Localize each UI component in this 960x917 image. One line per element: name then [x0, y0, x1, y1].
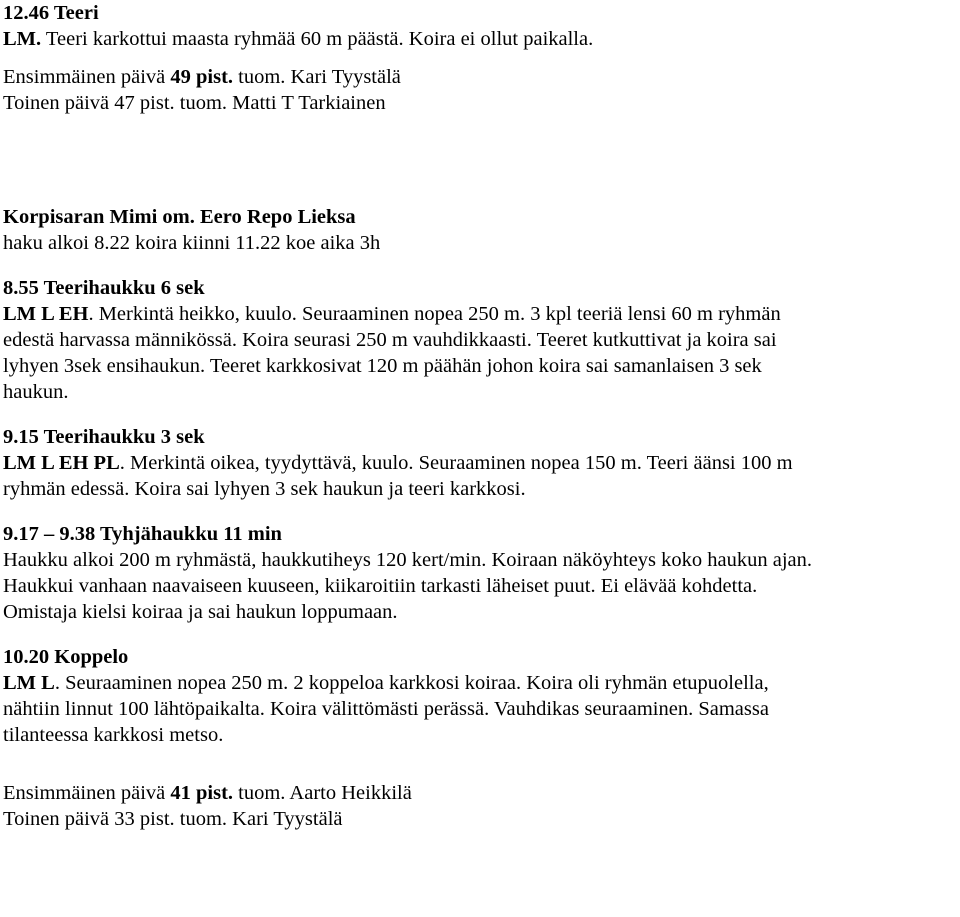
event3-line3: Omistaja kielsi koiraa ja sai haukun loppumaan.	[3, 601, 398, 623]
document-page	[3, 0, 958, 832]
dog-heading	[3, 204, 958, 230]
event-heading	[3, 424, 958, 450]
day1-score-line	[3, 64, 958, 90]
day2-score-line	[3, 90, 958, 116]
event-line	[3, 353, 958, 379]
event1-line2: edestä harvassa männikössä. Koira seurasi 250 m vauhdikkaasti. Teeret kutkuttivat ja koira sai	[3, 329, 777, 351]
day1-judge: tuom. Kari Tyystälä	[233, 66, 401, 88]
event1-heading: 8.55 Teerihaukku 6 sek	[3, 277, 205, 299]
event4-line2: nähtiin linnut 100 lähtöpaikalta. Koira välittömästi perässä. Vauhdikas seuraaminen. Samassa	[3, 698, 769, 720]
event-line	[3, 670, 958, 696]
event3-heading: 9.17 – 9.38 Tyhjähaukku 11 min	[3, 523, 282, 545]
day1-label: Ensimmäinen päivä	[3, 782, 171, 804]
event-line	[3, 476, 958, 502]
event-line	[3, 599, 958, 625]
section-heading	[3, 0, 958, 26]
section-heading-text: 12.46 Teeri	[3, 2, 99, 24]
event1-line4: haukun.	[3, 381, 69, 403]
event4-line3: tilanteessa karkkosi metso.	[3, 724, 224, 746]
start-line-text: haku alkoi 8.22 koira kiinni 11.22 koe aika 3h	[3, 232, 381, 254]
event-line	[3, 722, 958, 748]
event1-text: . Merkintä heikko, kuulo. Seuraaminen nopea 250 m. 3 kpl teeriä lensi 60 m ryhmän	[88, 303, 781, 325]
event-line	[3, 327, 958, 353]
event4-text: . Seuraaminen nopea 250 m. 2 koppeloa karkkosi koiraa. Koira oli ryhmän etupuolella,	[54, 672, 769, 694]
result-code: LM.	[3, 28, 42, 50]
event-line	[3, 547, 958, 573]
event1-code: LM L EH	[3, 303, 89, 325]
event-heading	[3, 644, 958, 670]
event4-code: LM L	[3, 672, 55, 694]
day1-points: 41 pist.	[170, 782, 234, 804]
event2-heading: 9.15 Teerihaukku 3 sek	[3, 426, 205, 448]
event-line	[3, 379, 958, 405]
event-line	[3, 450, 958, 476]
event3-line2: Haukkui vanhaan naavaiseen kuuseen, kiikaroitiin tarkasti läheiset puut. Ei elävää kohdetta.	[3, 575, 758, 597]
day2-score-line	[3, 806, 958, 832]
event2-code: LM L EH PL	[3, 452, 120, 474]
day1-label: Ensimmäinen päivä	[3, 66, 171, 88]
event4-heading: 10.20 Koppelo	[3, 646, 129, 668]
result-text: Teeri karkottui maasta ryhmää 60 m päästä. Koira ei ollut paikalla.	[41, 28, 594, 50]
event2-text: . Merkintä oikea, tyydyttävä, kuulo. Seuraaminen nopea 150 m. Teeri äänsi 100 m	[119, 452, 793, 474]
event-heading	[3, 275, 958, 301]
day1-points: 49 pist.	[170, 66, 234, 88]
day1-score-line	[3, 780, 958, 806]
day1-judge: tuom. Aarto Heikkilä	[233, 782, 412, 804]
event2-line2: ryhmän edessä. Koira sai lyhyen 3 sek haukun ja teeri karkkosi.	[3, 478, 526, 500]
event3-line1: Haukku alkoi 200 m ryhmästä, haukkutiheys 120 kert/min. Koiraan näköyhteys koko haukun ajan.	[3, 549, 813, 571]
day2-text: Toinen päivä 33 pist. tuom. Kari Tyystälä	[3, 808, 343, 830]
event1-line3: lyhyen 3sek ensihaukun. Teeret karkkosivat 120 m päähän johon koira sai samanlaisen 3 sek	[3, 355, 762, 377]
dog-heading-text: Korpisaran Mimi om. Eero Repo Lieksa	[3, 206, 356, 228]
event-heading	[3, 521, 958, 547]
start-line	[3, 230, 958, 256]
event-line	[3, 573, 958, 599]
event-line	[3, 301, 958, 327]
day2-text: Toinen päivä 47 pist. tuom. Matti T Tarkiainen	[3, 92, 386, 114]
result-line	[3, 26, 958, 52]
event-line	[3, 696, 958, 722]
